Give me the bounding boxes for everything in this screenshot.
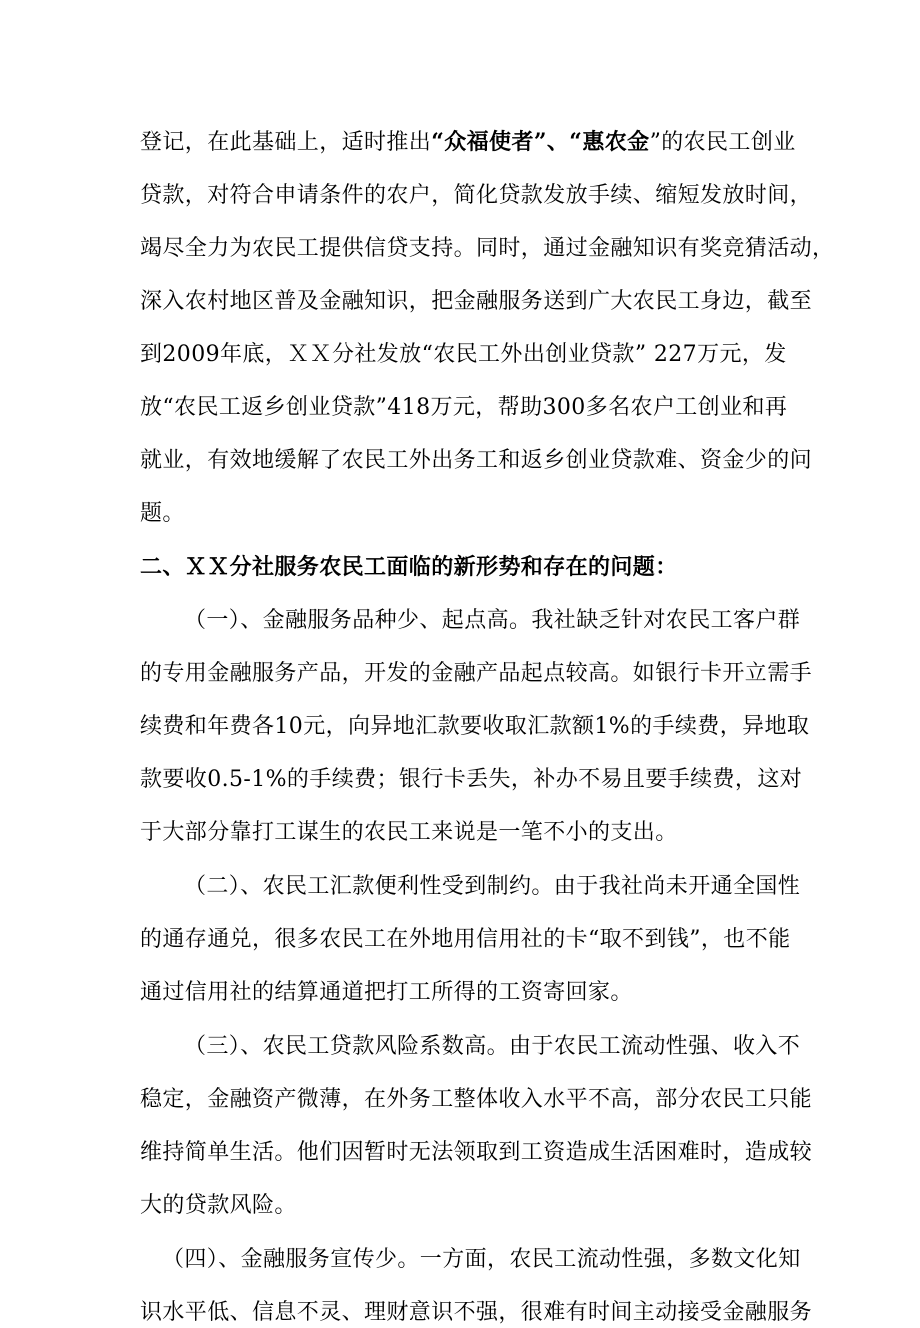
paragraph-1-line-2: 贷款，对符合申请条件的农户，简化贷款发放手续、缩短发放时间， [140,183,813,208]
paragraph-2-line-4: 款要收0.5-1%的手续费；银行卡丢失，补办不易且要手续费，这对 [140,767,803,792]
paragraph-2-line-5: 于大部分靠打工谋生的农民工来说是一笔不小的支出。 [140,820,678,845]
paragraph-4-line-1: （三）、农民工贷款风险系数高。由于农民工流动性强、收入不 [184,1034,801,1059]
text-run: ”的农民工创业 [649,130,796,155]
paragraph-5-line-2: 识水平低、信息不灵、理财意识不强，很难有时间主动接受金融服务 [140,1300,813,1325]
paragraph-4-line-4: 大的贷款风险。 [140,1193,297,1218]
section-heading: 二、ＸＸ分社服务农民工面临的新形势和存在的问题： [140,554,678,580]
paragraph-4-line-3: 维持简单生活。他们因暂时无法领取到工资造成生活困难时，造成较 [140,1140,813,1165]
text-run: 登记，在此基础上，适时推出 [140,130,432,155]
paragraph-5-line-1: （四）、金融服务宣传少。一方面，农民工流动性强，多数文化知 [162,1247,801,1272]
paragraph-1-line-6: 放“农民工返乡创业贷款”418万元，帮助300多名农户工创业和再 [140,395,788,420]
paragraph-2-line-1: （一）、金融服务品种少、起点高。我社缺乏针对农民工客户群 [184,608,801,633]
paragraph-3-line-3: 通过信用社的结算通道把打工所得的工资寄回家。 [140,980,633,1005]
paragraph-2-line-3: 续费和年费各10元，向异地汇款要收取汇款额1%的手续费，异地取 [140,714,810,739]
paragraph-1-line-7: 就业，有效地缓解了农民工外出务工和返乡创业贷款难、资金少的问 [140,448,813,473]
paragraph-3-line-2: 的通存通兑，很多农民工在外地用信用社的卡“取不到钱”，也不能 [140,927,791,952]
paragraph-1-line-5: 到2009年底，ＸＸ分社发放“农民工外出创业贷款” 227万元，发 [140,342,787,367]
paragraph-1-line-3: 竭尽全力为农民工提供信贷支持。同时，通过金融知识有奖竞猜活动， [140,236,835,261]
paragraph-1-line-4: 深入农村地区普及金融知识，把金融服务送到广大农民工身边，截至 [140,289,813,314]
paragraph-3-line-1: （二）、农民工汇款便利性受到制约。由于我社尚未开通全国性 [184,874,801,899]
paragraph-2-line-2: 的专用金融服务产品，开发的金融产品起点较高。如银行卡开立需手 [140,661,813,686]
paragraph-1-line-1 [140,127,796,158]
paragraph-1-line-8: 题。 [140,501,185,526]
paragraph-4-line-2: 稳定，金融资产微薄，在外务工整体收入水平不高，部分农民工只能 [140,1087,813,1112]
bold-product-names: “众福使者”、“惠农金 [431,129,650,155]
